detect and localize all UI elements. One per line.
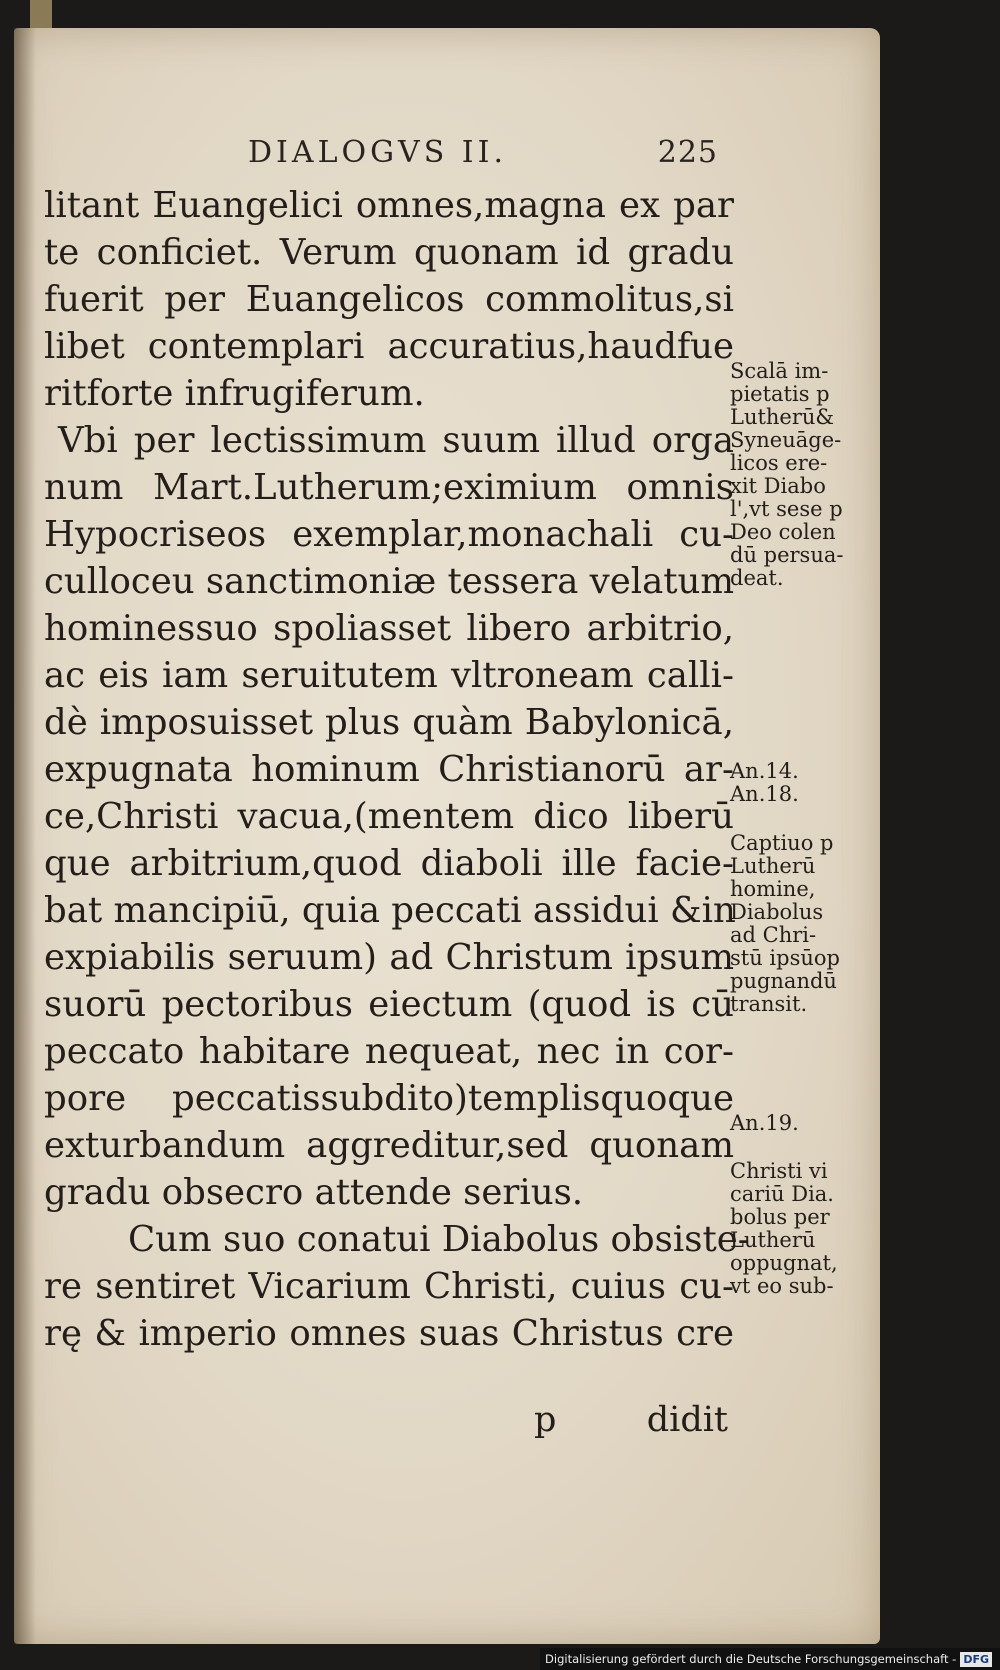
margin-note-christi-vicariu: Christi vi cariū Dia. bolus per Lutherū oppugnat, vt eo sub- <box>730 1159 838 1298</box>
page-header <box>248 135 718 175</box>
credit-text: Digitalisierung gefördert durch die Deutsche Forschungsgemeinschaft - <box>545 1652 957 1666</box>
text-line: num Mart.Lutherum;eximium omnis <box>44 467 734 508</box>
text-line: suorū pectoribus eiectum (quod is cū <box>44 984 734 1025</box>
text-line: que arbitrium,quod diaboli ille facie- <box>44 843 734 884</box>
text-line: libet contemplari accuratius,haudfue <box>44 326 734 367</box>
text-line: bat mancipiū, quia peccati assidui &in <box>44 890 736 931</box>
text-line: expiabilis seruum) ad Christum ipsum <box>44 937 734 978</box>
text-line-paragraph-start: Vbi per lectissimum suum illud orga <box>58 420 734 461</box>
text-line: exturbandum aggreditur,sed quonam <box>44 1125 734 1166</box>
text-line: gradu obsecro attende serius. <box>44 1172 584 1213</box>
text-line: litant Euangelici omnes,magna ex par <box>44 185 734 226</box>
margin-note-year-ref-19: An.19. <box>730 1111 799 1135</box>
margin-note-captiuo: Captiuo p Lutherū homine, Diabolus ad Chri- stū ipsūop pugnandū transit. <box>730 831 840 1016</box>
text-line: culloceu sanctimoniæ tessera velatum <box>44 561 735 602</box>
text-line: ce,Christi vacua,(mentem dico liberū <box>44 796 734 837</box>
text-line: dè imposuisset plus quàm Babylonicā, <box>44 702 734 743</box>
text-line: pore peccatissubdito)templisquoque <box>44 1078 734 1119</box>
text-line: hominessuo spoliasset libero arbitrio, <box>44 608 734 649</box>
margin-note-scala-impietatis: Scalā im- pietatis p Lutherū& Syneuāge- licos ere- xit Diabo l',vt sese p Deo colen dū persua- deat. <box>730 359 844 590</box>
margin-note-year-refs: An.14. An.18. <box>730 759 799 806</box>
catchword: didit <box>646 1400 728 1440</box>
dfg-logo: DFG <box>960 1652 992 1667</box>
page-number: 225 <box>657 135 718 170</box>
text-line: rę & imperio omnes suas Christus cre <box>44 1313 734 1354</box>
text-line: ritforte infrugiferum. <box>44 373 425 414</box>
text-line: ac eis iam seruitutem vltroneam calli- <box>44 655 734 696</box>
text-line: fuerit per Euangelicos commolitus,si <box>44 279 734 320</box>
signature-mark: p <box>534 1400 557 1440</box>
running-title: DIALOGVS II. <box>248 135 508 170</box>
text-line: re sentiret Vicarium Christi, cuius cu- <box>44 1266 734 1307</box>
digitization-credit-bar <box>540 1648 1000 1670</box>
main-text-block <box>44 182 750 1357</box>
text-line: expugnata hominum Christianorū ar- <box>44 749 734 790</box>
page-spine-shadow <box>14 28 36 1644</box>
text-line: peccato habitare nequeat, nec in cor- <box>44 1031 734 1072</box>
text-line: Hypocriseos exemplar,monachali cu- <box>44 514 734 555</box>
text-line: te conficiet. Verum quonam id gradu <box>44 232 734 273</box>
catchline <box>44 1400 734 1448</box>
text-line-paragraph-start: Cum suo conatui Diabolus obsiste- <box>128 1219 750 1260</box>
